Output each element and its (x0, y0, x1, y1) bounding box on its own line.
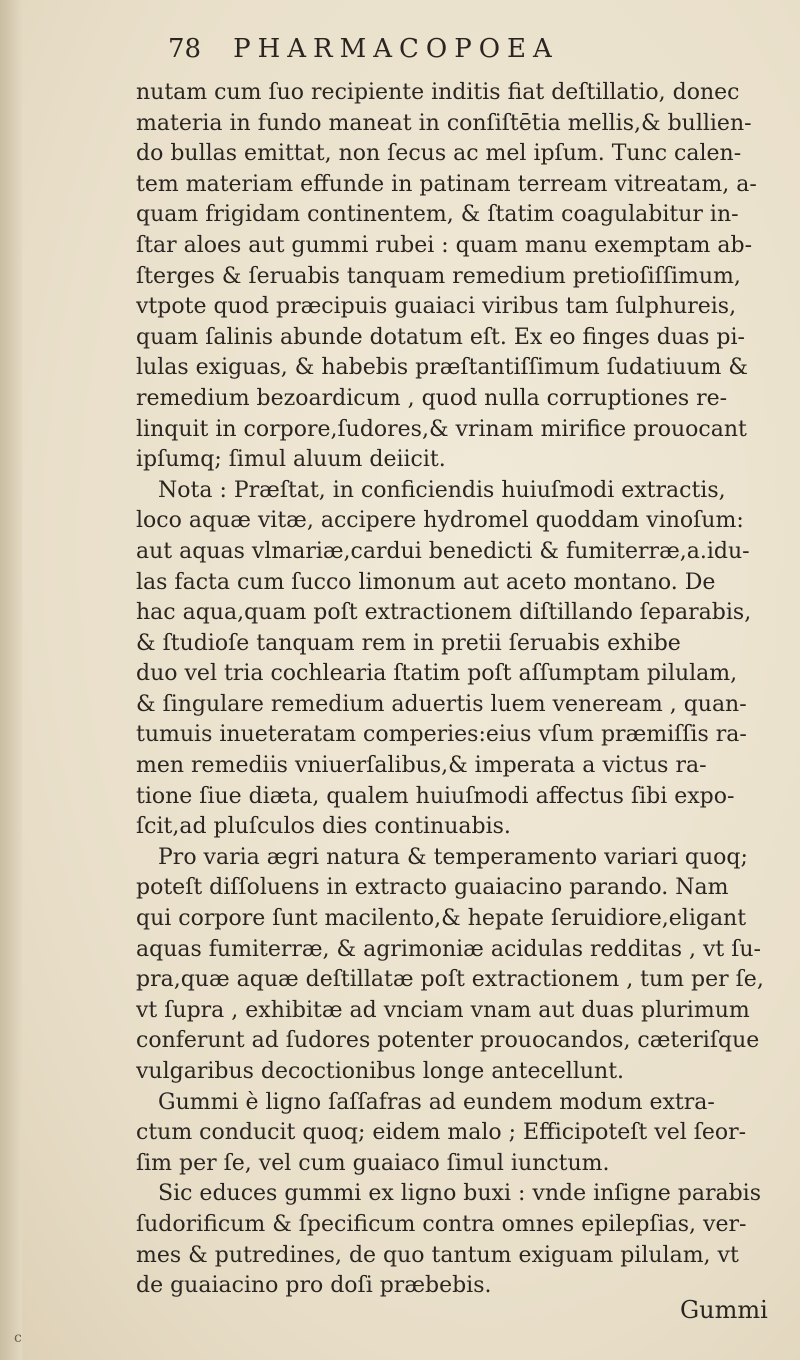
text-line: poteſt diſſoluens in extracto guaiacino parando. Nam (136, 875, 729, 901)
text-line: do bullas emittat, non ſecus ac mel ipſum. Tunc calen- (136, 141, 742, 167)
text-line: qui corpore ſunt macilento,& hepate ſeruidiore,eligant (136, 906, 747, 932)
text-line: Gummi è ligno ſaſſafras ad eundem modum extra- (158, 1089, 715, 1115)
catchword: Gummi (680, 1296, 768, 1324)
text-line: conferunt ad ſudores potenter prouocandos, cæteriſque (136, 1028, 760, 1054)
margin-mark: c (14, 1330, 22, 1346)
text-line: ctum conducit quoq; eidem malo ; Efficipoteſt vel ſeor- (136, 1120, 747, 1146)
text-line: nutam cum ſuo recipiente inditis fiat deſtillatio, donec (136, 80, 740, 105)
page-header (168, 34, 688, 74)
text-line: loco aquæ vitæ, accipere hydromel quoddam vinoſum: (136, 508, 744, 534)
text-line: lulas exiguas, & habebis præſtantiſſimum ſudatiuum & (136, 355, 748, 381)
text-line: Nota : Præſtat, in conficiendis huiuſmodi extractis, (158, 477, 726, 503)
text-line: hac aqua,quam poſt extractionem diſtillando ſeparabis, (136, 600, 752, 626)
text-line: duo vel tria cochlearia ſtatim poſt aſſumptam pilulam, (136, 661, 738, 687)
text-line: Pro varia ægri natura & temperamento variari quoq; (158, 844, 748, 870)
text-line: de guaiacino pro doſi præbebis. (136, 1273, 492, 1299)
text-line: ſudorificum & ſpecificum contra omnes epilepſias, ver- (136, 1211, 747, 1237)
text-line: materia in fundo maneat in conſiſtētia mellis,& bullien- (136, 110, 752, 136)
text-line: mes & putredines, de quo tantum exiguam pilulam, vt (136, 1242, 739, 1268)
page-number: 78 (168, 34, 202, 64)
text-line: & ſtudioſe tanquam rem in pretii ſeruabis exhibe (136, 630, 681, 656)
text-line: pra,quæ aquæ deſtillatæ poſt extractionem , tum per ſe, (136, 967, 764, 993)
text-line: vtpote quod præcipuis guaiaci viribus tam ſulphureis, (136, 294, 737, 320)
text-line: ſtar aloes aut gummi rubei : quam manu exemptam ab- (136, 232, 753, 258)
text-line: vulgaribus decoctionibus longe antecellunt. (136, 1059, 625, 1084)
text-line: ſim per ſe, vel cum guaiaco ſimul iunctum. (136, 1150, 610, 1176)
text-line: aquas fumiterræ, & agrimoniæ acidulas redditas , vt ſu- (136, 936, 761, 962)
text-line: tione ſiue diæta, qualem huiuſmodi affectus ſibi expo- (136, 783, 735, 809)
text-line: vt ſupra , exhibitæ ad vnciam vnam aut duas plurimum (136, 997, 750, 1023)
text-line: ſcit,ad pluſculos dies continuabis. (136, 814, 511, 840)
text-line: ipſumq; ſimul aluum deiicit. (136, 447, 446, 473)
text-line: quam frigidam continentem, & ſtatim coagulabitur in- (136, 202, 739, 228)
binding-gutter (0, 0, 22, 1360)
text-line: ſterges & ſeruabis tanquam remedium pretioſiſſimum, (136, 263, 741, 289)
text-line: tem materiam effunde in patinam terream vitreatam, a- (136, 171, 757, 197)
text-line: las facta cum ſucco limonum aut aceto montano. De (136, 569, 716, 595)
text-line: linquit in corpore,ſudores,& vrinam mirifice prouocant (136, 416, 747, 442)
body-text (136, 78, 788, 1302)
running-head: PHARMACOPOEA (233, 34, 559, 64)
text-line: men remediis vniuerſalibus,& imperata a victus ra- (136, 753, 707, 779)
text-line: & ſingulare remedium aduertis luem veneream , quan- (136, 691, 747, 717)
text-line: aut aquas vlmariæ,cardui benedicti & fumiterræ,a.idu- (136, 538, 750, 564)
text-line: remedium bezoardicum , quod nulla corruptiones re- (136, 385, 728, 411)
text-line: tumuis inueteratam comperies:eius vſum præmiſſis ra- (136, 722, 747, 748)
text-line: quam ſalinis abunde dotatum eſt. Ex eo finges duas pi- (136, 324, 745, 350)
text-line: Sic educes gummi ex ligno buxi : vnde inſigne parabis (158, 1181, 761, 1207)
